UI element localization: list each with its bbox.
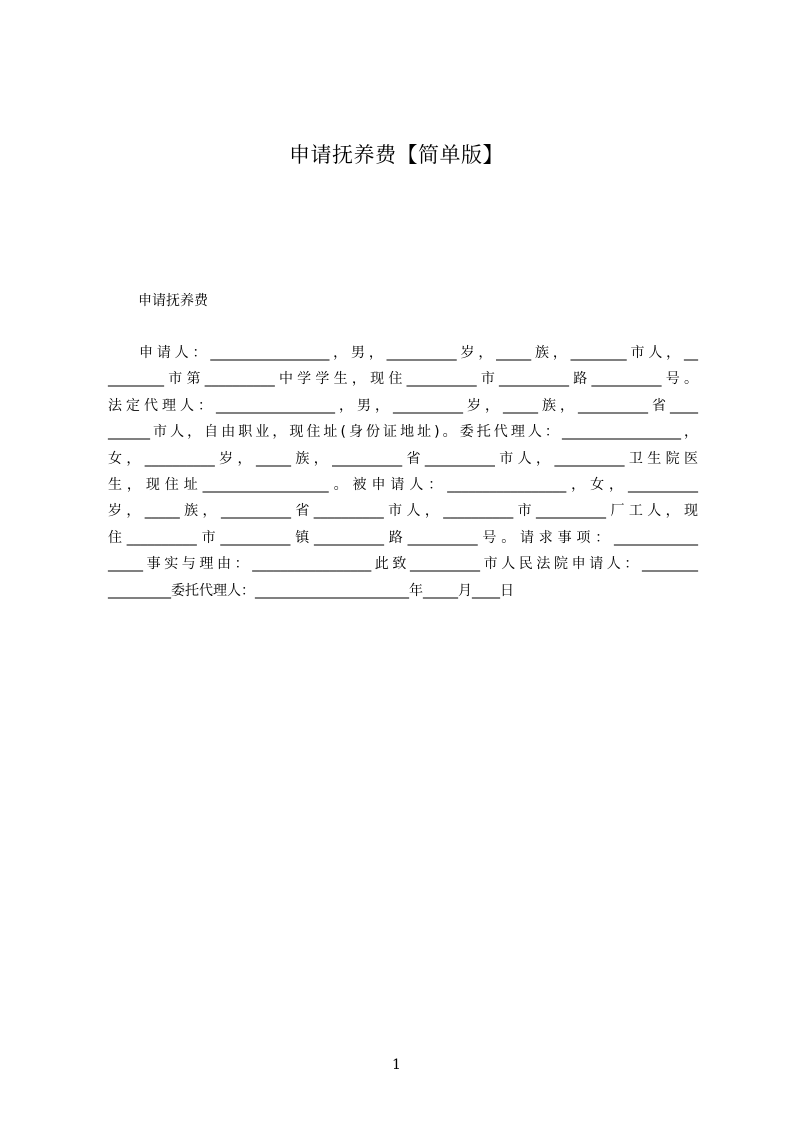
body-line: ________市第__________中学学生，现住__________市__________路__________号。 — [108, 371, 698, 388]
body-line: 女，__________岁，_____族，__________省__________市人，__________卫生院医 — [108, 450, 698, 467]
body-line: _____事实与理由：_________________此致__________市人民法院申请人：________ — [108, 556, 698, 573]
body-line: 法定代理人：_________________，男，__________岁，_____族，__________省____ — [108, 397, 698, 414]
document-subtitle: 申请抚养费 — [138, 293, 208, 309]
body-line: 岁，_____族，__________省__________市人，__________市__________厂工人，现 — [108, 503, 698, 520]
document-title: 申请抚养费【简单版】 — [289, 143, 504, 167]
body-line: 申请人：_________________，男，__________岁，_____族，________市人，__ — [139, 345, 698, 361]
body-line: ______市人，自由职业，现住址(身份证地址)。委托代理人：_________________， — [108, 424, 698, 441]
page-number: 1 — [392, 1057, 401, 1073]
document-body — [108, 340, 698, 604]
body-line: 生，现住址__________________。被申请人：_________________，女，__________ — [108, 476, 698, 493]
body-line: _________委托代理人：______________________年_____月____日 — [108, 582, 514, 599]
body-line: 住__________市__________镇__________路__________号。请求事项：____________ — [108, 529, 698, 546]
